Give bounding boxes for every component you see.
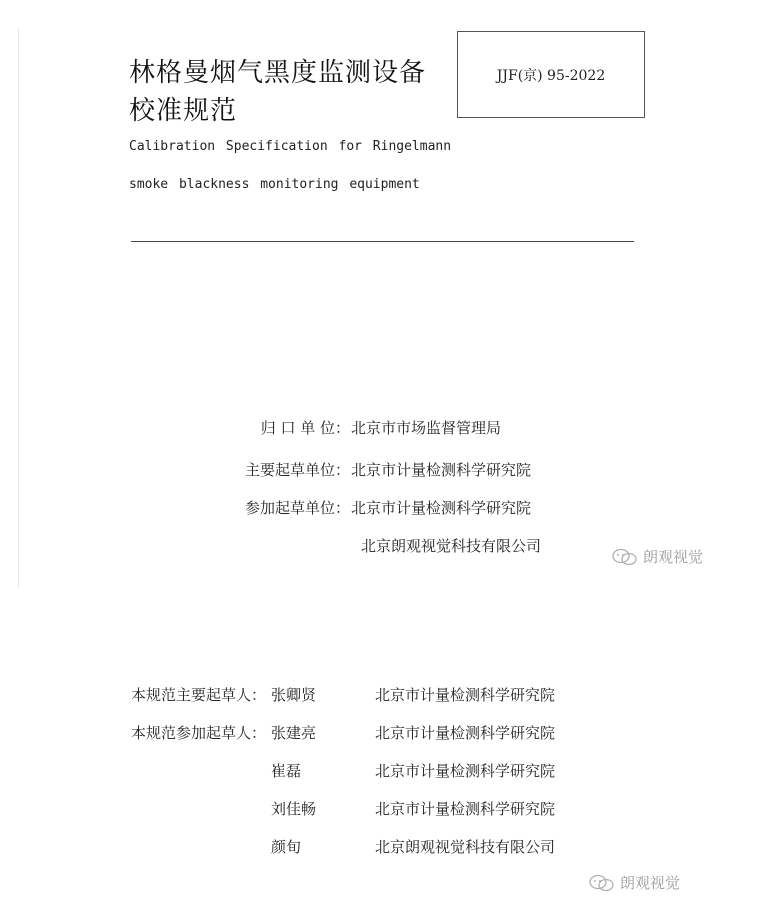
drafter-org: 北京市计量检测科学研究院	[375, 800, 556, 818]
drafter-name: 崔磊	[271, 762, 302, 780]
wechat-icon	[588, 874, 616, 892]
wechat-icon	[611, 548, 639, 566]
drafter-label: 本规范参加起草人：	[130, 724, 266, 742]
unit-value: 北京市计量检测科学研究院	[351, 461, 532, 479]
unit-value: 北京市市场监督管理局	[351, 419, 502, 437]
unit-label: 归 口 单 位：	[260, 419, 350, 437]
title-line-2: 校准规范	[129, 96, 238, 126]
drafter-name: 刘佳畅	[271, 800, 317, 818]
drafter-org: 北京市计量检测科学研究院	[375, 686, 556, 704]
watermark-text: 朗观视觉	[620, 874, 681, 892]
watermark-text: 朗观视觉	[643, 548, 704, 566]
drafter-org: 北京市计量检测科学研究院	[375, 762, 556, 780]
document-title	[129, 54, 426, 130]
drafter-org: 北京朗观视觉科技有限公司	[375, 838, 556, 856]
divider-line	[131, 241, 634, 242]
drafter-name: 张建亮	[271, 724, 317, 742]
standard-code-box	[457, 31, 645, 118]
english-title-line-1: Calibration Specification for Ringelmann	[129, 139, 452, 154]
unit-label: 参加起草单位：	[244, 499, 350, 517]
title-line-1: 林格曼烟气黑度监测设备	[129, 58, 427, 88]
unit-label: 主要起草单位：	[244, 461, 350, 479]
drafter-org: 北京市计量检测科学研究院	[375, 724, 556, 742]
english-title-line-2: smoke blackness monitoring equipment	[129, 177, 420, 192]
drafter-label: 本规范主要起草人：	[130, 686, 266, 704]
watermark	[611, 546, 703, 567]
drafter-name: 颜旬	[271, 838, 302, 856]
unit-value: 北京市计量检测科学研究院	[351, 499, 532, 517]
drafter-name: 张卿贤	[271, 686, 317, 704]
watermark	[588, 872, 680, 893]
page-edge	[18, 28, 19, 588]
unit-value: 北京朗观视觉科技有限公司	[361, 537, 542, 555]
standard-code: JJF(京) 95-2022	[496, 67, 606, 84]
